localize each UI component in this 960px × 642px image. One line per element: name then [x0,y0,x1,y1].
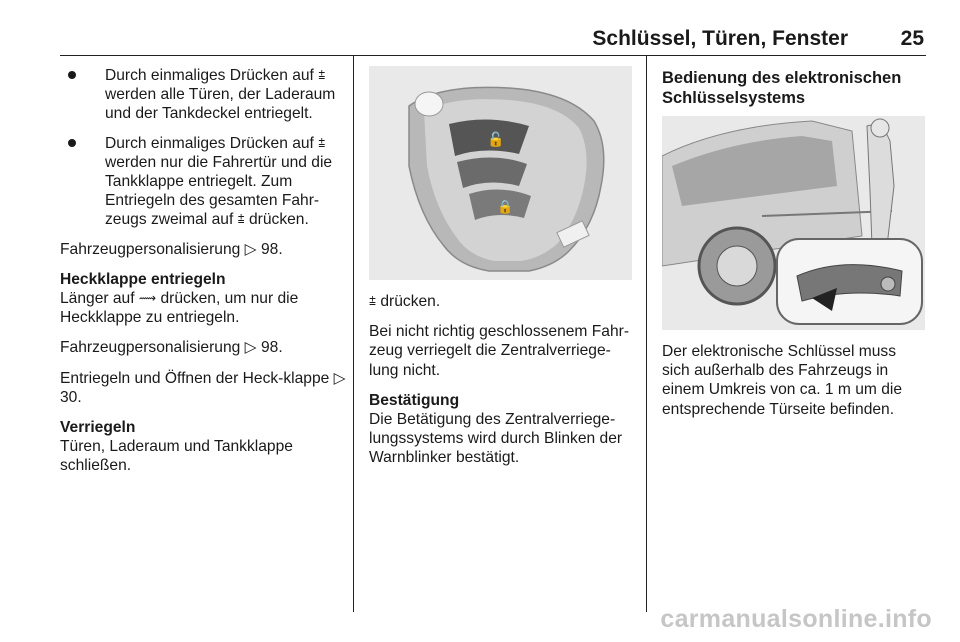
heading-confirmation: Bestätigung [369,391,460,409]
header-title: Schlüssel, Türen, Fenster [592,27,848,50]
bullet-dot [68,139,76,147]
column-divider-2 [646,56,647,612]
column-divider-1 [353,56,354,612]
column-1 [60,66,346,487]
bullet-dot [68,71,76,79]
text-press-lock: ⩲ drücken. [369,293,441,310]
heading-tailgate-unlock: Heckklappe entriegeln [60,270,226,288]
text-tailgate-unlock: Länger auf ⟿ drücken, um nur die Heckklappe zu entriegeln. [60,290,299,327]
text-confirmation: Die Betätigung des Zentralverriege-lungssystems wird durch Blinken der Warnblinker bestätigt. [369,411,623,467]
unlock-icon: ⩲ [237,212,245,227]
unlock-icon: ⩲ [318,135,326,150]
text-not-closed: Bei nicht richtig geschlossenem Fahr-zeug verriegelt die Zentralverriege-lung nicht. [369,323,630,379]
page-ref-arrow-icon: ▷ [244,339,257,357]
page-ref-arrow-icon: ▷ [244,240,257,258]
lock-icon: ⩲ [369,294,377,308]
reference-personalisation-1: Fahrzeugpersonalisierung ▷ 98. [60,240,283,258]
tailgate-icon: ⟿ [138,291,157,306]
column-2 [369,292,637,479]
heading-electronic-key: Bedienung des elektronischen Schlüsselsystems [662,69,902,107]
svg-text:🔒: 🔒 [497,200,514,215]
bullet-unlock-all: Durch einmaliges Drücken auf ⩲ werden alle Türen, der Laderaum und der Tankdeckel entriegelt. [60,66,346,124]
svg-text:🔓: 🔓 [487,132,505,148]
bullet-unlock-driver: Durch einmaliges Drücken auf ⩲ werden nur die Fahrertür und die Tankklappe entriegelt. Zum Entriegeln des gesamten Fahr-zeugs zweimal auf ⩲ drücken. [60,134,346,230]
unlock-icon: ⩲ [318,68,326,82]
page-number: 25 [900,27,924,50]
header-rule [60,55,926,56]
column-3-text [662,342,924,430]
car-door-handle-illustration [662,116,925,330]
reference-personalisation-2: Fahrzeugpersonalisierung ▷ 98. [60,339,283,357]
watermark-url: carmanualsonline.info [660,605,932,633]
heading-lock: Verriegeln [60,419,136,437]
text-lock: Türen, Laderaum und Tankklappe schließen. [60,438,293,475]
text-electronic-key-range: Der elektronische Schlüssel muss sich außerhalb des Fahrzeugs in einem Umkreis von ca. 1 m um die entsprechende Türseite befinden. [662,343,903,418]
text-tailgate-open: Entriegeln und Öffnen der Heck-klappe ▷ 30. [60,369,346,406]
key-fob-illustration [369,66,632,280]
page-ref-arrow-icon: ▷ [333,369,346,387]
